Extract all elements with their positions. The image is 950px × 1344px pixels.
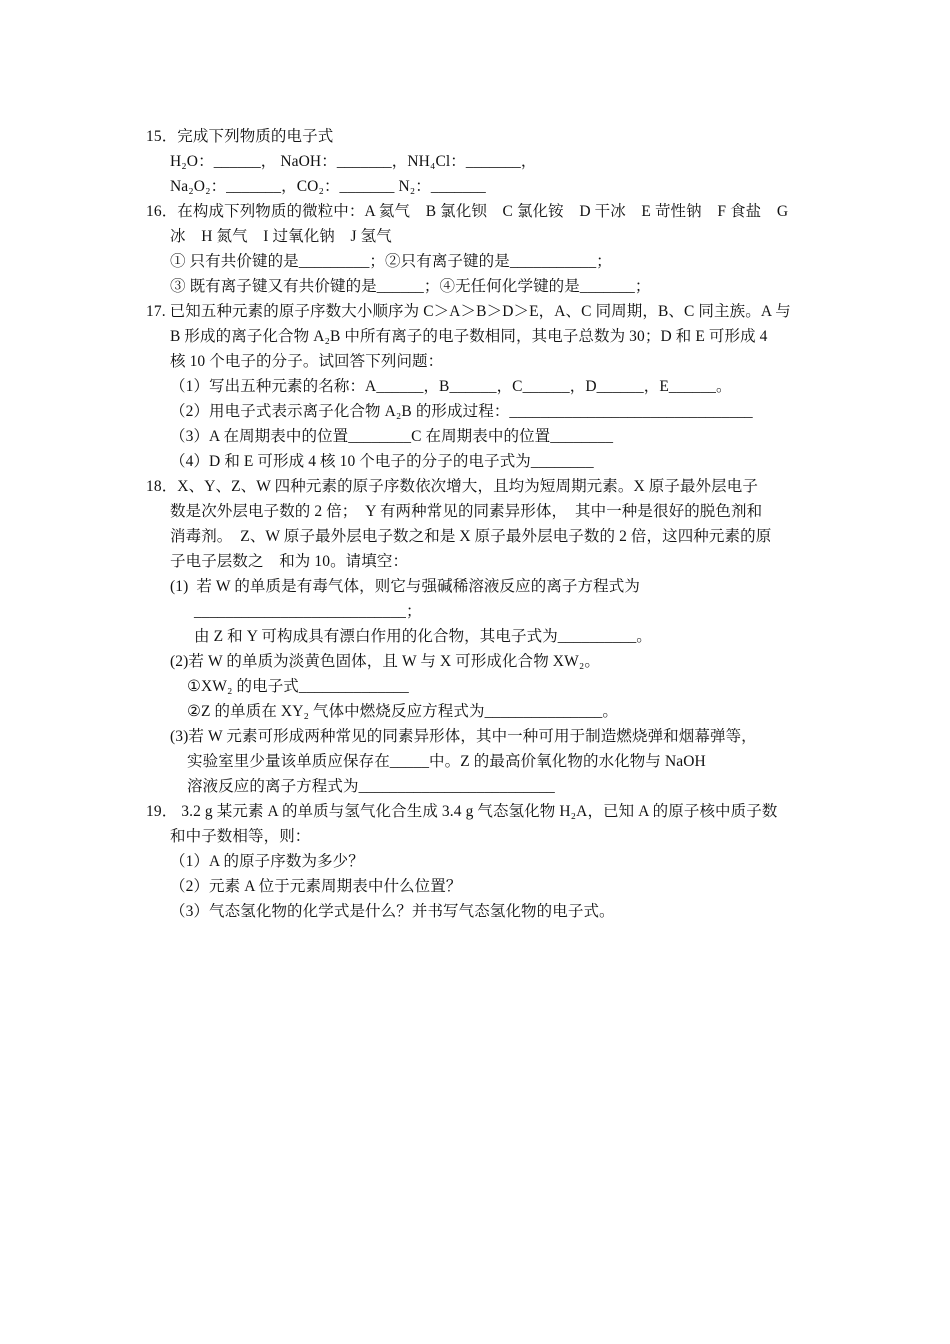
q18-part-2-sub-2: ②Z 的单质在 XY₂ 气体中燃烧反应方程式为_______________。 (187, 703, 618, 720)
q16-line-1: 冰 H 氮气 I 过氧化钠 J 氢气 (170, 228, 392, 245)
q18-part-3-line-3: 溶液反应的离子方程式为_________________________ (187, 778, 555, 795)
q19-part-1: （1）A 的原子序数为多少？ (170, 853, 364, 870)
q17-line-1: B 形成的离子化合物 A₂B 中所有离子的电子数相同，其电子总数为 30；D 和 E 可形成 4 (170, 328, 768, 345)
q15-line-1: H₂O：______， NaOH：_______，NH₄Cl：_______， (170, 153, 537, 170)
q16-line-2: ① 只有共价键的是_________；②只有离子键的是___________； (170, 253, 612, 270)
q18-part-3-line-2: 实验室里少量该单质应保存在_____中。Z 的最高价氧化物的水化物与 NaOH (187, 753, 706, 770)
q18-part-2-sub-1: ①XW₂ 的电子式______________ (187, 678, 409, 695)
q17-part-4: （4）D 和 E 可形成 4 核 10 个电子的分子的电子式为________ (170, 453, 594, 470)
q18-part-2: (2)若 W 的单质为淡黄色固体，且 W 与 X 可形成化合物 XW₂。 (170, 653, 600, 670)
q17-line-2: 核 10 个电子的分子。试回答下列问题： (170, 353, 444, 370)
q17-part-1: （1）写出五种元素的名称：A______，B______，C______，D______，E______。 (170, 378, 732, 395)
q19-part-3: （3）气态氢化物的化学式是什么？并书写气态氢化物的电子式。 (170, 903, 615, 920)
q17-title: 17. 已知五种元素的原子序数大小顺序为 C＞A＞B＞D＞E，A、C 同周期，B、C 同主族。A 与 (146, 303, 791, 320)
q16-title: 16．在构成下列物质的微粒中：A 氦气 B 氯化钡 C 氯化铵 D 干冰 E 苛性钠 F 食盐 G (146, 203, 789, 220)
q19-part-2: （2）元素 A 位于元素周期表中什么位置？ (170, 878, 462, 895)
q18-title: 18．X、Y、Z、W 四种元素的原子序数依次增大，且均为短周期元素。X 原子最外层电子 (146, 478, 758, 495)
q19-line-1: 和中子数相等，则： (170, 828, 311, 845)
q18-part-1-blank: ___________________________； (194, 603, 422, 620)
q18-line-1: 数是次外层电子数的 2 倍； Y 有两种常见的同素异形体， 其中一种是很好的脱色剂和 (170, 503, 763, 520)
q17-part-2: （2）用电子式表示离子化合物 A₂B 的形成过程：_______________________________ (170, 403, 753, 420)
q18-part-1-line-2: 由 Z 和 Y 可构成具有漂白作用的化合物，其电子式为__________。 (194, 628, 652, 645)
q15-title: 15．完成下列物质的电子式 (146, 128, 334, 145)
q18-line-3: 子电子层数之 和为 10。请填空： (170, 553, 409, 570)
q19-title: 19． 3.2 g 某元素 A 的单质与氢气化合生成 3.4 g 气态氢化物 H₂A，已知 A 的原子核中质子数 (146, 803, 778, 820)
q17-part-3: （3）A 在周期表中的位置________C 在周期表中的位置________ (170, 428, 614, 445)
q18-part-3: (3)若 W 元素可形成两种常见的同素异形体，其中一种可用于制造燃烧弹和烟幕弹等， (170, 728, 757, 745)
q15-line-2: Na₂O₂：_______，CO₂：_______ N₂：_______ (170, 178, 486, 195)
q16-line-3: ③ 既有离子键又有共价键的是______；④无任何化学键的是_______； (170, 278, 651, 295)
q18-part-1: (1) 若 W 的单质是有毒气体，则它与强碱稀溶液反应的离子方程式为 (170, 578, 640, 595)
q18-line-2: 消毒剂。 Z、W 原子最外层电子数之和是 X 原子最外层电子数的 2 倍，这四种元素的原 (170, 528, 772, 545)
